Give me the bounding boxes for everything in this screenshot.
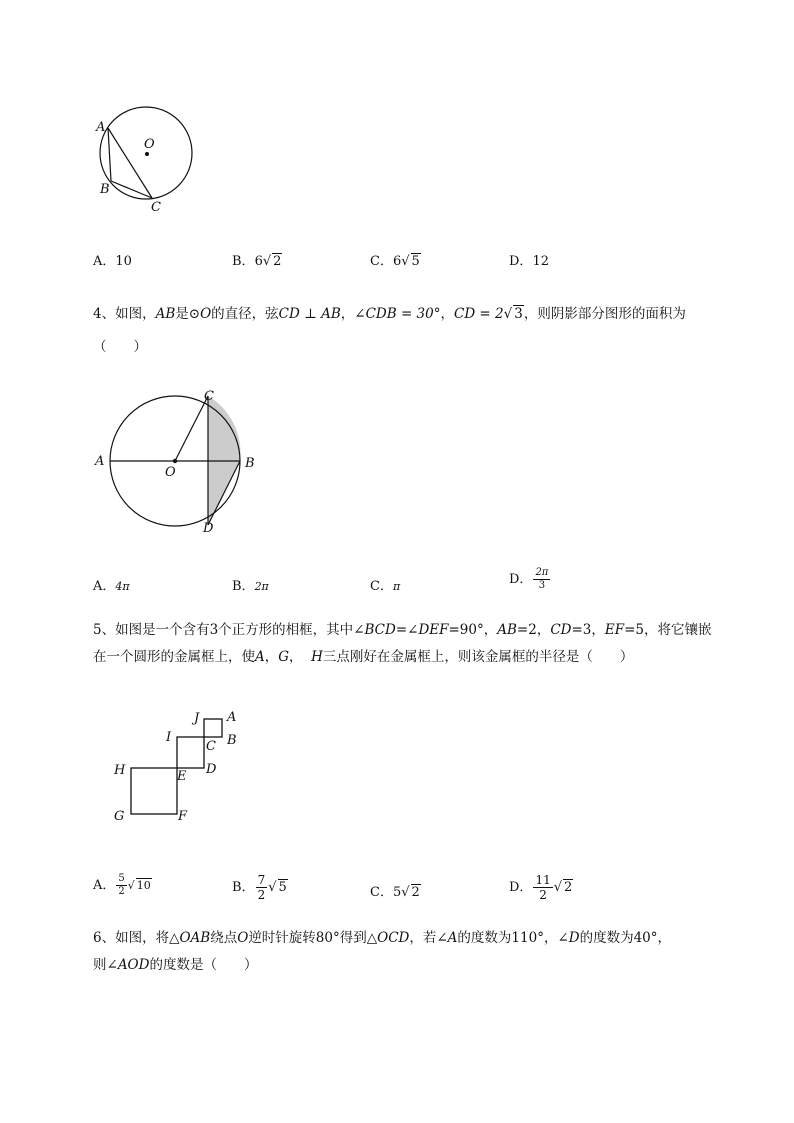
q4-option-c-label: C． (370, 579, 393, 594)
q4-option-a[interactable] (93, 575, 130, 594)
q3-option-c-radicand: 5 (411, 254, 420, 269)
q3-option-d[interactable] (509, 250, 549, 269)
q3-option-b[interactable]: B．6√ 2 (232, 254, 282, 269)
q5-text-3: =2， (516, 622, 551, 638)
q5-text-5: =5，将它镶嵌 (624, 622, 712, 638)
q4-cd-radicand: 3 (514, 306, 523, 322)
q6-ocd: OCD (377, 930, 410, 946)
q6-o: O (237, 930, 249, 946)
q5-option-d-label: D． (509, 880, 533, 895)
q5-option-b-fraction (256, 873, 268, 902)
q4-text-3: 的直径，弦 (211, 306, 279, 322)
q5-option-c-coef: 5 (392, 885, 402, 900)
q4-option-c-value: π (392, 580, 401, 593)
q5-point-a: A (255, 649, 265, 665)
q4-text-6: ，则阴影部分图形的面积为 (523, 306, 686, 322)
q3-figure (90, 100, 210, 220)
q5-ef: EF (604, 622, 625, 638)
q6-aod: AOD (117, 957, 150, 973)
q5-number: 5、 (93, 622, 116, 638)
q4-center-dot (173, 459, 177, 463)
q4-label-a: A (95, 454, 105, 469)
q3-label-a: A (96, 120, 106, 135)
q6-number: 6、 (93, 930, 116, 946)
q3-option-c[interactable]: C．6√ 5 (370, 254, 420, 269)
q4-option-d[interactable] (509, 567, 551, 592)
q5-label-d: D (206, 762, 217, 777)
q4-label-d: D (203, 521, 214, 536)
q5-text-1: 如图是一个含有3个正方形的相框，其中 (115, 622, 354, 638)
q4-cd-perp-ab: CD ⊥ AB (278, 306, 341, 322)
q3-option-a-value: 10 (115, 254, 132, 269)
q5-point-h: H (311, 649, 323, 665)
q4-radius-oc (175, 396, 208, 461)
q4-o: O (200, 306, 212, 322)
q4-label-b: B (245, 456, 255, 471)
q5-option-b-numerator: 7 (257, 873, 266, 887)
q5-option-d-fraction (533, 873, 552, 902)
q5-option-a-numerator: 5 (118, 873, 125, 884)
q5-square-medium (177, 737, 204, 768)
q4-option-b[interactable] (232, 575, 269, 594)
q5-option-c[interactable]: C．5√ 2 (370, 885, 420, 900)
q5-label-f: F (178, 809, 188, 824)
q5-text-4: =3， (571, 622, 605, 638)
q6-text-2: 绕点 (210, 930, 238, 946)
q5-option-d-radicand: 2 (564, 880, 573, 895)
q6-a: A (447, 930, 458, 946)
q3-option-d-value: 12 (532, 254, 549, 269)
q4-odot: ⊙ (188, 306, 201, 322)
q4-option-d-denominator: 3 (538, 580, 546, 591)
q5-option-b-denominator: 2 (257, 888, 266, 902)
q5-label-h: H (114, 763, 126, 778)
q6-text-4: ，若∠ (409, 930, 448, 946)
q5-label-j: J (194, 711, 200, 726)
q4-option-d-label: D． (509, 572, 533, 587)
q5-option-a-label: A． (93, 878, 116, 893)
q5-option-d[interactable]: D． $\frac{11}{2}$ √ 2 (509, 873, 573, 902)
q6-text-8: 的度数是（ ） (149, 957, 258, 973)
q5-option-a-radicand: 10 (136, 879, 151, 892)
q6-text-7: 则∠ (93, 957, 118, 973)
q5-option-a-denominator: 2 (118, 886, 125, 897)
q3-label-b: B (100, 182, 110, 197)
q3-label-c: C (151, 200, 161, 215)
q6-text-6: 的度数为40°， (579, 930, 672, 946)
q4-cd-eq: CD = 2 (453, 306, 504, 322)
q4-stem: 4、如图，AB是⊙O的直径，弦CD ⊥ AB，∠CDB = 30°，CD = 2√ 3，则阴影部分图形的面积为 (93, 306, 686, 322)
q4-number: 4、 (93, 306, 116, 322)
q6-d: D (568, 930, 580, 946)
q4-text-2: 是 (175, 306, 189, 322)
q4-option-b-label: B． (232, 579, 255, 594)
q5-point-g: G (278, 649, 290, 665)
q5-label-c: C (206, 739, 216, 754)
q5-option-c-label: C． (370, 885, 393, 900)
q5-label-e: E (177, 769, 187, 784)
q4-angle-cdb: ∠CDB = 30° (354, 306, 441, 322)
q3-label-o: O (144, 137, 155, 152)
q4-answer-paren: （ ） (93, 339, 147, 355)
q3-option-c-label: C． (370, 254, 393, 269)
q4-text-5: ， (440, 306, 454, 322)
q4-text-1: 如图， (115, 306, 156, 322)
q5-stem-line1 (93, 617, 712, 644)
q5-option-a[interactable]: A． $\frac{5}{2}$ √ 10 (93, 873, 151, 897)
q6-stem-line1 (93, 925, 671, 952)
q5-option-b-radicand: 5 (278, 880, 287, 895)
q4-option-d-numerator: 2π (535, 567, 549, 578)
q4-label-c: C (204, 389, 214, 404)
q5-option-d-numerator: 11 (535, 873, 551, 887)
q5-option-c-radicand: 2 (411, 885, 420, 900)
q5-option-d-denominator: 2 (539, 888, 547, 902)
q6-text-5: 的度数为110°，∠ (457, 930, 569, 946)
q5-label-g: G (114, 809, 125, 824)
q3-option-b-label: B． (232, 254, 255, 269)
q4-option-a-label: A． (93, 579, 116, 594)
q3-option-c-coef: 6 (392, 254, 402, 269)
q5-sep-2: ， (289, 649, 312, 665)
q3-chord-ab (108, 128, 111, 181)
q5-text-7: 三点刚好在金属框上，则该金属框的半径是（ ） (322, 649, 634, 665)
q6-oab: OAB (179, 930, 211, 946)
q3-option-a-label: A． (93, 254, 116, 269)
q6-text-3: 逆时针旋转80°得到△ (248, 930, 378, 946)
q5-label-i: I (166, 730, 172, 745)
q5-text-6: 在一个圆形的金属框上，使 (93, 649, 255, 665)
q5-sep-1: ， (264, 649, 279, 665)
q4-figure (88, 383, 268, 543)
q5-stem-line2 (93, 644, 633, 671)
q3-option-a[interactable] (93, 250, 132, 269)
q5-figure (108, 706, 248, 831)
q3-option-d-label: D． (509, 254, 533, 269)
q3-center-dot (145, 152, 149, 156)
q5-label-b: B (227, 733, 237, 748)
q4-option-c[interactable] (370, 575, 400, 594)
q5-square-large (131, 768, 177, 814)
q5-text-2: =90°， (448, 622, 498, 638)
q5-option-b[interactable]: B． $\frac{7}{2}$ √ 5 (232, 873, 287, 902)
q5-label-a: A (227, 710, 237, 725)
q4-label-o: O (165, 465, 176, 480)
q5-cd: CD (550, 622, 572, 638)
q5-ab: AB (497, 622, 517, 638)
q4-option-a-value: 4π (115, 580, 130, 593)
q5-square-small (204, 719, 222, 737)
q4-ab: AB (155, 306, 176, 322)
q4-option-d-fraction (533, 567, 550, 592)
q5-option-b-label: B． (232, 880, 255, 895)
q4-text-4: ， (340, 306, 355, 322)
q4-option-b-value: 2π (254, 580, 269, 593)
q3-option-b-coef: 6 (254, 254, 263, 269)
q6-text-1: 如图，将△ (115, 930, 180, 946)
q5-angles: ∠BCD=∠DEF (353, 622, 449, 638)
q6-stem-line2 (93, 952, 257, 979)
q3-option-b-radicand: 2 (273, 254, 282, 269)
q5-option-a-fraction (116, 873, 126, 898)
